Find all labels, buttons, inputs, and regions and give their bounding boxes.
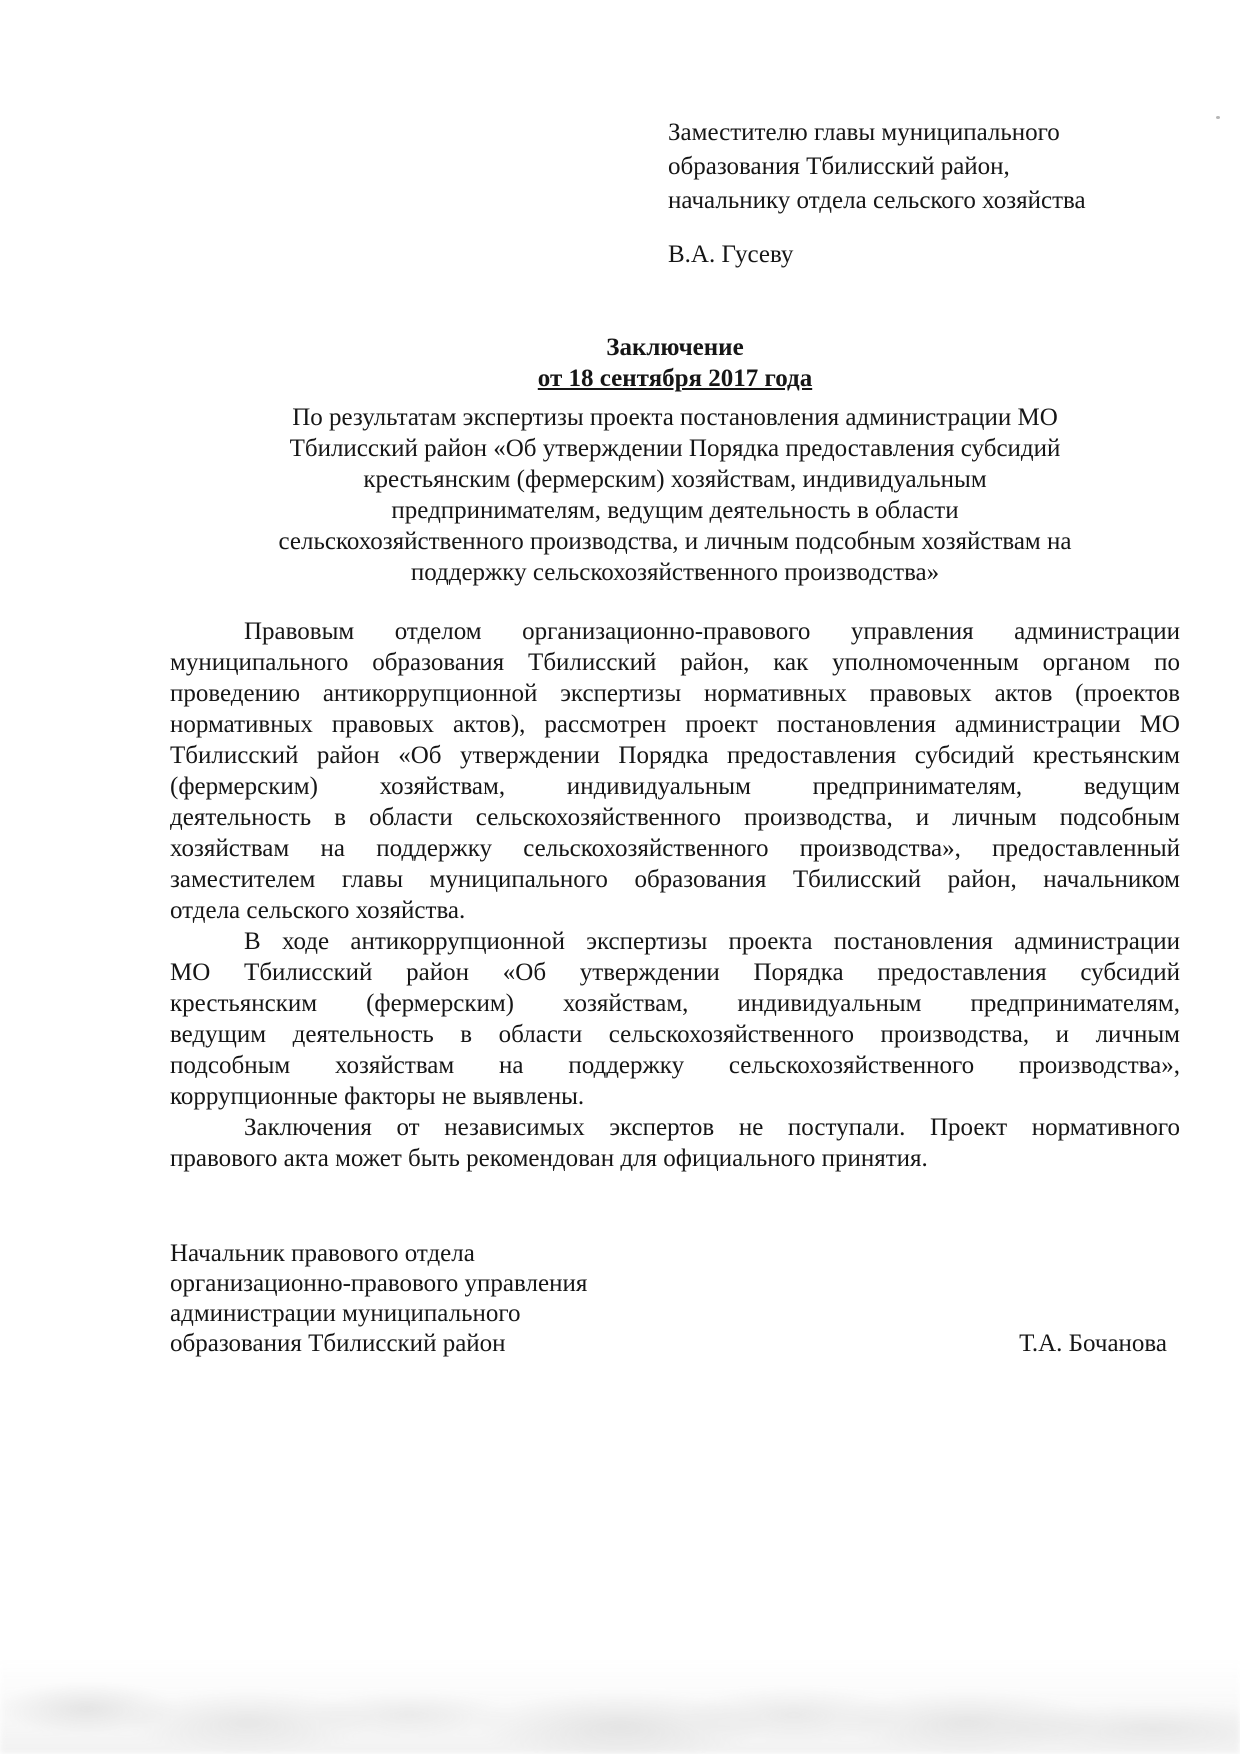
signature-position-line: администрации муниципального	[170, 1300, 521, 1327]
document-date: от 18 сентября 2017 года	[537, 365, 813, 392]
addressee-line: Заместителю главы муниципального	[668, 119, 1060, 146]
body-line: отдела сельского хозяйства.	[170, 897, 466, 924]
subject-line: поддержку сельскохозяйственного производства»	[410, 559, 940, 586]
addressee-block	[668, 116, 1168, 218]
body-text	[170, 616, 1180, 1174]
body-paragraph	[170, 616, 1180, 926]
body-line: (фермерским) хозяйствам, индивидуальным предпринимателям, ведущим	[170, 773, 1180, 800]
title-block	[170, 332, 1180, 588]
body-line: заместителем главы муниципального образования Тбилисский район, начальником	[170, 866, 1180, 893]
body-line: проведению антикоррупционной экспертизы нормативных правовых актов (проектов	[170, 680, 1180, 707]
body-line: нормативных правовых актов), рассмотрен проект постановления администрации МО	[170, 711, 1180, 738]
subject-line: сельскохозяйственного производства, и личным подсобным хозяйствам на	[278, 528, 1072, 555]
body-line: Правовым отделом организационно-правового управления администрации	[244, 618, 1180, 645]
addressee-line: образования Тбилисский район,	[668, 153, 1010, 180]
body-line: подсобным хозяйствам на поддержку сельскохозяйственного производства»,	[170, 1052, 1180, 1079]
signature-block	[170, 1239, 1167, 1359]
body-line: Тбилисский район «Об утверждении Порядка предоставления субсидий крестьянским	[170, 742, 1180, 769]
signature-position-line: Начальник правового отдела	[170, 1240, 475, 1267]
body-line: ведущим деятельность в области сельскохозяйственного производства, и личным	[170, 1021, 1180, 1048]
body-paragraph	[170, 1112, 1180, 1174]
addressee-line: начальнику отдела сельского хозяйства	[668, 187, 1086, 214]
body-line: хозяйствам на поддержку сельскохозяйственного производства», предоставленный	[170, 835, 1180, 862]
document-title: Заключение	[606, 334, 744, 361]
signature-position-line: образования Тбилисский район	[170, 1330, 506, 1357]
body-line: МО Тбилисский район «Об утверждении Порядка предоставления субсидий	[170, 959, 1180, 986]
body-line: В ходе антикоррупционной экспертизы проекта постановления администрации	[244, 928, 1180, 955]
document-subject	[170, 402, 1180, 588]
addressee-name: В.А. Гусеву	[668, 241, 794, 268]
scan-noise-artifact	[0, 1659, 1240, 1754]
signature-name: Т.А. Бочанова	[1019, 1330, 1167, 1357]
body-line: крестьянским (фермерским) хозяйствам, индивидуальным предпринимателям,	[170, 990, 1180, 1017]
subject-line: Тбилисский район «Об утверждении Порядка предоставления субсидий	[289, 435, 1061, 462]
body-line: коррупционные факторы не выявлены.	[170, 1083, 585, 1110]
subject-line: По результатам экспертизы проекта постановления администрации МО	[292, 404, 1058, 431]
body-paragraph	[170, 926, 1180, 1112]
body-line: Заключения от независимых экспертов не поступали. Проект нормативного	[244, 1114, 1180, 1141]
body-line: деятельность в области сельскохозяйственного производства, и личным подсобным	[170, 804, 1180, 831]
subject-line: предпринимателям, ведущим деятельность в области	[391, 497, 959, 524]
signature-position-line: организационно-правового управления	[170, 1270, 588, 1297]
body-line: муниципального образования Тбилисский район, как уполномоченным органом по	[170, 649, 1180, 676]
scan-speck-artifact	[1216, 116, 1220, 119]
subject-line: крестьянским (фермерским) хозяйствам, индивидуальным	[363, 466, 987, 493]
body-line: правового акта может быть рекомендован для официального принятия.	[170, 1145, 928, 1172]
